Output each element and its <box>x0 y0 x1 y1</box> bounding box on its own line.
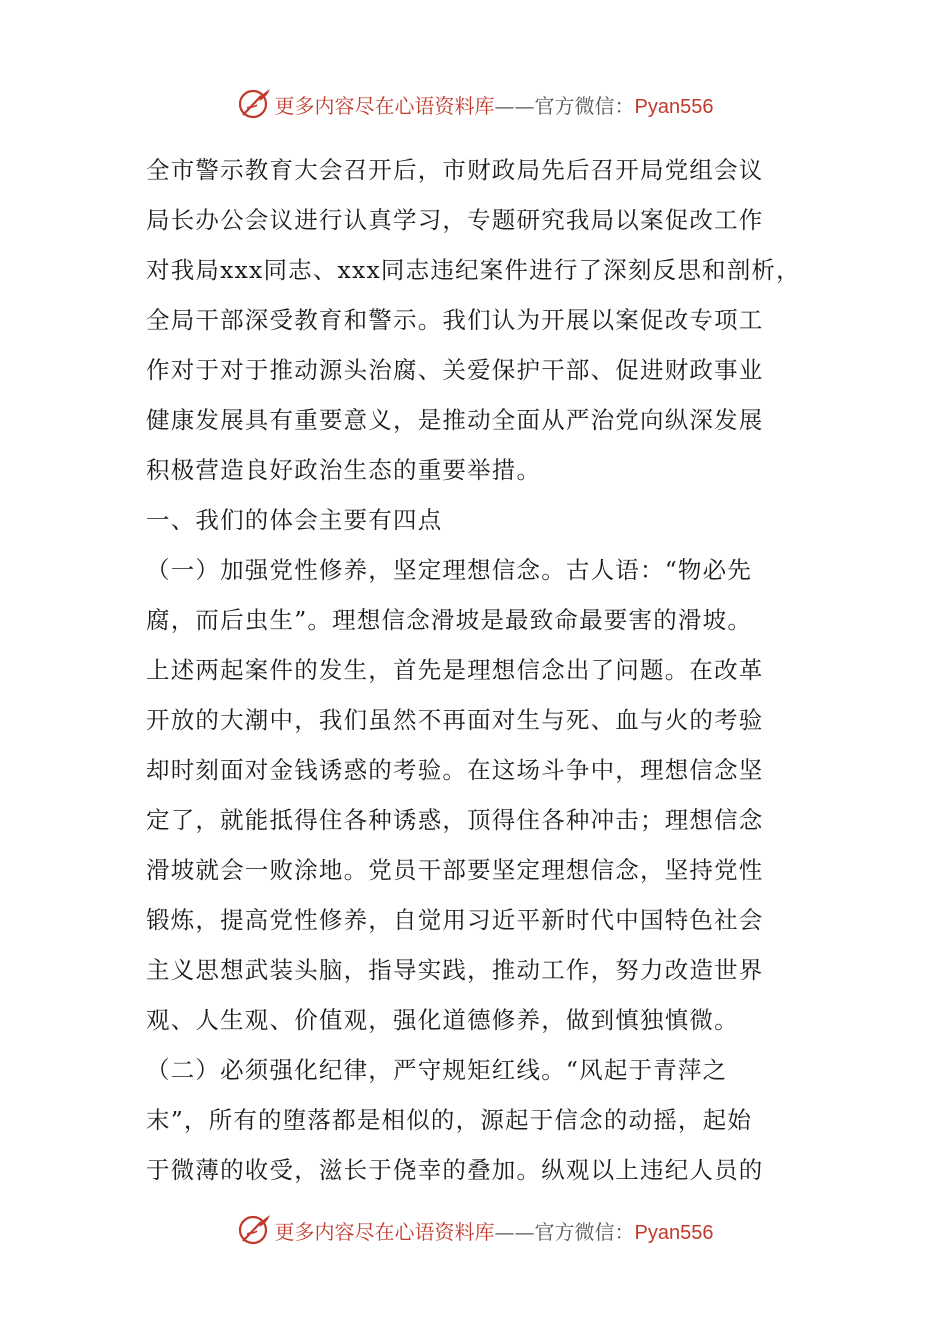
watermark-banner-bottom <box>0 1210 950 1250</box>
text-line: 局长办公会议进行认真学习，专题研究我局以案促改工作 <box>146 206 764 234</box>
text-line: 上述两起案件的发生，首先是理想信念出了问题。在改革 <box>146 656 764 684</box>
quill-pen-logo-icon <box>237 1213 271 1247</box>
watermark-dash: —— <box>494 93 535 118</box>
text-line: 腐，而后虫生”。理想信念滑坡是最致命最要害的滑坡。 <box>146 606 753 634</box>
text-line: 却时刻面对金钱诱惑的考验。在这场斗争中，理想信念坚 <box>146 756 764 784</box>
watermark-text <box>275 1216 714 1245</box>
text-line: 定了，就能抵得住各种诱惑，顶得住各种冲击；理想信念 <box>146 806 764 834</box>
text-line: 末”，所有的堕落都是相似的，源起于信念的动摇，起始 <box>146 1106 753 1134</box>
text-line: 全局干部深受教育和警示。我们认为开展以案促改专项工 <box>146 306 764 334</box>
text-line: 作对于对于推动源头治腐、关爱保护干部、促进财政事业 <box>146 356 764 384</box>
text-line: 滑坡就会一败涂地。党员干部要坚定理想信念，坚持党性 <box>146 856 764 884</box>
watermark-main: 更多内容尽在心语资料库 <box>274 93 495 118</box>
text-line: 于微薄的收受，滋长于侥幸的叠加。纵观以上违纪人员的 <box>146 1156 764 1184</box>
text-line: 观、人生观、价值观，强化道德修养，做到慎独慎微。 <box>146 1006 739 1034</box>
document-body <box>146 145 816 1195</box>
text-line: 健康发展具有重要意义，是推动全面从严治党向纵深发展 <box>146 406 764 434</box>
watermark-text <box>275 90 714 119</box>
text-line: 锻炼，提高党性修养，自觉用习近平新时代中国特色社会 <box>146 906 764 934</box>
watermark-dash: —— <box>494 1219 535 1244</box>
text-line: 积极营造良好政治生态的重要举措。 <box>146 456 542 484</box>
text-line: 对我局xxx同志、xxx同志违纪案件进行了深刻反思和剖析， <box>146 256 801 284</box>
watermark-main: 更多内容尽在心语资料库 <box>274 1219 495 1244</box>
quill-pen-logo-icon <box>237 87 271 121</box>
watermark-label: 官方微信： <box>534 1219 635 1244</box>
watermark-banner-top <box>0 84 950 124</box>
text-line: （二）必须强化纪律，严守规矩红线。“风起于青萍之 <box>146 1056 728 1084</box>
section-heading: 一、我们的体会主要有四点 <box>146 506 443 534</box>
watermark-wechat-id: Pyan556 <box>634 95 714 118</box>
watermark-wechat-id: Pyan556 <box>634 1221 714 1244</box>
watermark-label: 官方微信： <box>534 93 635 118</box>
text-line: 开放的大潮中，我们虽然不再面对生与死、血与火的考验 <box>146 706 764 734</box>
text-line: 主义思想武装头脑，指导实践，推动工作，努力改造世界 <box>146 956 764 984</box>
text-line: 全市警示教育大会召开后，市财政局先后召开局党组会议 <box>146 156 764 184</box>
text-line: （一）加强党性修养，坚定理想信念。古人语：“物必先 <box>146 556 753 584</box>
